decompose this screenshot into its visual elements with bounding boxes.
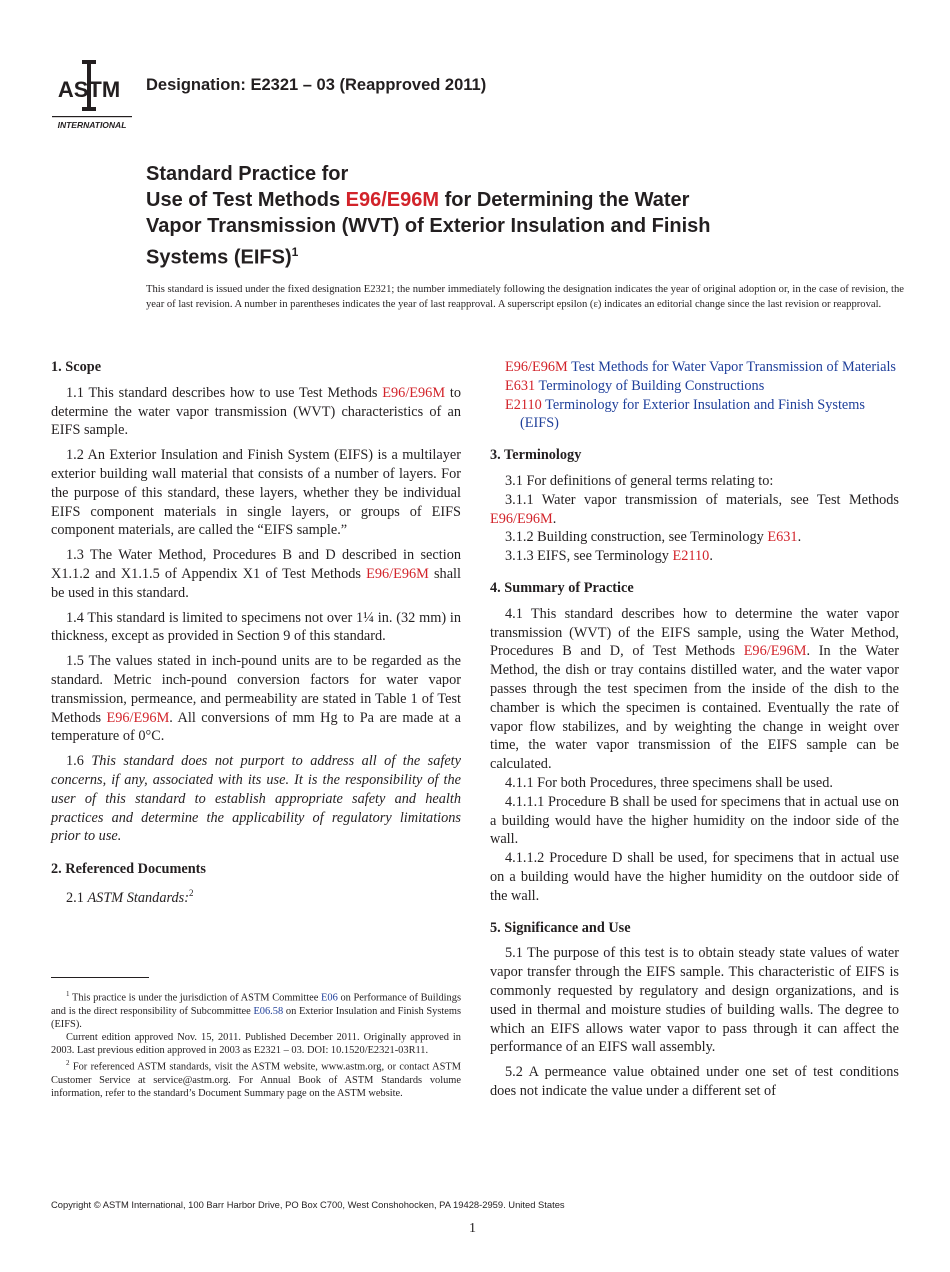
text: to determine the water vapor transmission (WVT) characteristics of an EIFS sample. [51, 384, 461, 439]
reference-e2110 [490, 396, 899, 434]
issued-note: This standard is issued under the fixed designation E2321; the number immediately following the designation indicates the year of original adoption or, in the case of revision, the year of last revision. A number in parentheses indicates the year of last reapproval. A superscript epsilon (ε) indicates an editorial change since the last revision or reapproval. [146, 284, 904, 310]
link-e96[interactable]: E96/E96M [106, 709, 170, 726]
link-e631[interactable]: E631 [767, 529, 798, 546]
paragraph-1-4: 1.4 This standard is limited to specimens not over 1¼ in. (32 mm) in thickness, except as provided in Section 9 of this standard. [51, 609, 461, 645]
footnote-1-edition: Current edition approved Nov. 15, 2011. Published December 2011. Originally approved in 2003. Last previous edition approved in 2003 as E2321 – 03. DOI: 10.1520/E2321-03R11. [51, 1032, 461, 1057]
paragraph-4-1 [490, 605, 899, 774]
reference-title[interactable]: Terminology for Exterior Insulation and Finish Systems (EIFS) [520, 396, 865, 432]
link-e96[interactable]: E96/E96M [490, 510, 553, 527]
title-line3: Vapor Transmission (WVT) of Exterior Insulation and Finish [146, 215, 711, 237]
section-heading-summary: 4. Summary of Practice [490, 579, 634, 596]
document-title [146, 161, 886, 271]
text: shall be used in this standard. [51, 565, 461, 601]
text: For referenced ASTM standards, visit the ASTM website, www.astm.org, or contact ASTM Customer Service at service@astm.org. For Annual Book of ASTM Standards volume information, refer to the standard’s Document Summary page on the ASTM website. [51, 1061, 461, 1100]
logo-subtext: INTERNATIONAL [57, 120, 127, 130]
title-text: Systems (EIFS) [146, 246, 292, 269]
text: ASTM Standards: [87, 889, 189, 906]
link-e06-58[interactable]: E06.58 [253, 1005, 284, 1017]
section-heading-significance: 5. Significance and Use [490, 919, 631, 936]
title-link-e96[interactable]: E96/E96M [345, 189, 440, 211]
text: . [552, 510, 557, 527]
title-line1: Standard Practice for [146, 163, 349, 185]
astm-logo [52, 58, 136, 132]
section-heading-terminology: 3. Terminology [490, 447, 582, 464]
text: This standard does not purport to address all of the safety concerns, if any, associated with its use. It is the responsibility of the user of this standard to establish appropriate safety and health practices and determine the applicability of regulatory limitations prior to use. [51, 753, 461, 845]
paragraph-3-1-2 [490, 528, 899, 547]
paragraph-5-2: 5.2 A permeance value obtained under one set of test conditions does not indicate the value under a different set of [490, 1064, 899, 1099]
title-text: Use of Test Methods [146, 189, 346, 211]
text: . In the Water Method, the dish or tray contains distilled water, and the water vapor passes through the test specimen from the inside of the dish to the chamber is which the specimen is contained. Eventually the rate of vapor flow stabilizes, and by weighting the change in weight over time, the water vapor transmission of the EIFS sample can be calculated. [490, 643, 899, 773]
link-e96[interactable]: E96/E96M [743, 643, 807, 660]
text: 2.1 [66, 889, 88, 906]
footnote-2 [51, 1057, 461, 1100]
text: 3.1.1 Water vapor transmission of materials, see Test Methods [505, 491, 899, 508]
text: 1.3 The Water Method, Procedures B and D described in section X1.1.2 and X1.1.5 of Appendix X1 of Test Methods [51, 547, 461, 582]
paragraph-3-1: 3.1 For definitions of general terms relating to: [505, 472, 774, 489]
text: on Performance of Buildings and is the direct responsibility of Subcommittee [51, 992, 461, 1017]
text: on Exterior Insulation and Finish Systems (EIFS). [51, 1005, 461, 1030]
link-e06[interactable]: E06 [321, 992, 338, 1004]
right-column [490, 358, 899, 1101]
text: . [797, 529, 802, 546]
text: 1.5 The values stated in inch-pound units are to be regarded as the standard. Metric inch-pound conversion factors for water vapor transmission, permeance, and permeability are stated in Table 1 of Test Methods [51, 653, 461, 726]
text: 1.6 [66, 753, 92, 770]
paragraph-4-1-1: 4.1.1 For both Procedures, three specimens shall be used. [505, 774, 833, 791]
text: . [709, 548, 713, 565]
link-e96[interactable]: E96/E96M [366, 565, 429, 582]
paragraph-1-5 [51, 652, 461, 746]
paragraph-1-1 [51, 384, 461, 440]
title-text: for Determining the Water [439, 189, 690, 211]
paragraph-3-1-1 [490, 491, 899, 529]
paragraph-1-6 [51, 752, 461, 846]
reference-title[interactable]: Terminology of Building Constructions [535, 377, 765, 394]
link-e2110[interactable]: E2110 [505, 396, 542, 413]
section-heading-scope: 1. Scope [51, 359, 102, 375]
text: 1.1 This standard describes how to use Test Methods [66, 384, 383, 401]
title-footnote-mark: 1 [291, 245, 299, 259]
footnote-1 [51, 988, 461, 1031]
copyright-notice: Copyright © ASTM International, 100 Barr Harbor Drive, PO Box C700, West Conshohocken, PA 19428-2959. United States [51, 1199, 565, 1210]
reference-e96 [490, 358, 899, 377]
paragraph-1-2: 1.2 An Exterior Insulation and Finish System (EIFS) is a multilayer exterior building wall material that consists of a number of layers. For the purpose of this standard, these layers, whether they be individual EIFS component materials in single layers, or groups of EIFS component materials, are called the “EIFS sample.” [51, 447, 461, 539]
text: This practice is under the jurisdiction of ASTM Committee [69, 992, 322, 1004]
paragraph-4-1-1-2: 4.1.1.2 Procedure D shall be used, for specimens that in actual use on a building would have the higher humidity on the outdoor side of the wall. [490, 850, 899, 904]
title-line4 [146, 239, 886, 271]
reference-title[interactable]: Test Methods for Water Vapor Transmission of Materials [567, 359, 896, 375]
title-line2 [146, 187, 886, 213]
paragraph-3-1-3 [490, 547, 899, 566]
text: 4.1 This standard describes how to determine the water vapor transmission (WVT) of the EIFS sample, using the Water Method, Procedures B and D, of Test Methods [490, 605, 899, 660]
link-e2110[interactable]: E2110 [672, 548, 710, 565]
footnotes [51, 988, 461, 1101]
left-column [51, 358, 461, 907]
designation: Designation: E2321 – 03 (Reapproved 2011) [146, 76, 487, 94]
link-e96[interactable]: E96/E96M [382, 384, 446, 401]
footnote-rule [51, 977, 149, 978]
paragraph-1-3 [51, 546, 461, 602]
footnote-mark: 2 [189, 887, 194, 898]
footnote-mark: 2 [66, 1059, 70, 1068]
footnote-mark: 1 [66, 990, 70, 998]
link-e96[interactable]: E96/E96M [505, 359, 568, 375]
paragraph-4-1-1-1: 4.1.1.1 Procedure B shall be used for specimens that in actual use on a building would have the higher humidity on the indoor side of the wall. [490, 793, 899, 848]
text: . All conversions of mm Hg to Pa are made at a temperature of 0°C. [51, 709, 461, 745]
page-number: 1 [469, 1221, 476, 1236]
text: 3.1.3 EIFS, see Terminology [505, 548, 673, 565]
logo-lettering: ASTM [57, 77, 121, 102]
paragraph-5-1: 5.1 The purpose of this test is to obtain steady state values of water vapor transfer through the EIFS sample. This characteristic of EIFS is commonly requested by regulatory and design organizations, and is used in thermal and moisture studies of building walls. The degree to which an EIFS allows water vapor to pass through it can affect the performance of an EIFS wall assembly. [490, 945, 899, 1056]
text: 3.1.2 Building construction, see Terminology [505, 529, 768, 546]
section-heading-referenced-documents: 2. Referenced Documents [51, 861, 206, 878]
link-e631[interactable]: E631 [505, 377, 536, 394]
reference-e631 [490, 377, 899, 396]
paragraph-2-1 [51, 884, 461, 908]
